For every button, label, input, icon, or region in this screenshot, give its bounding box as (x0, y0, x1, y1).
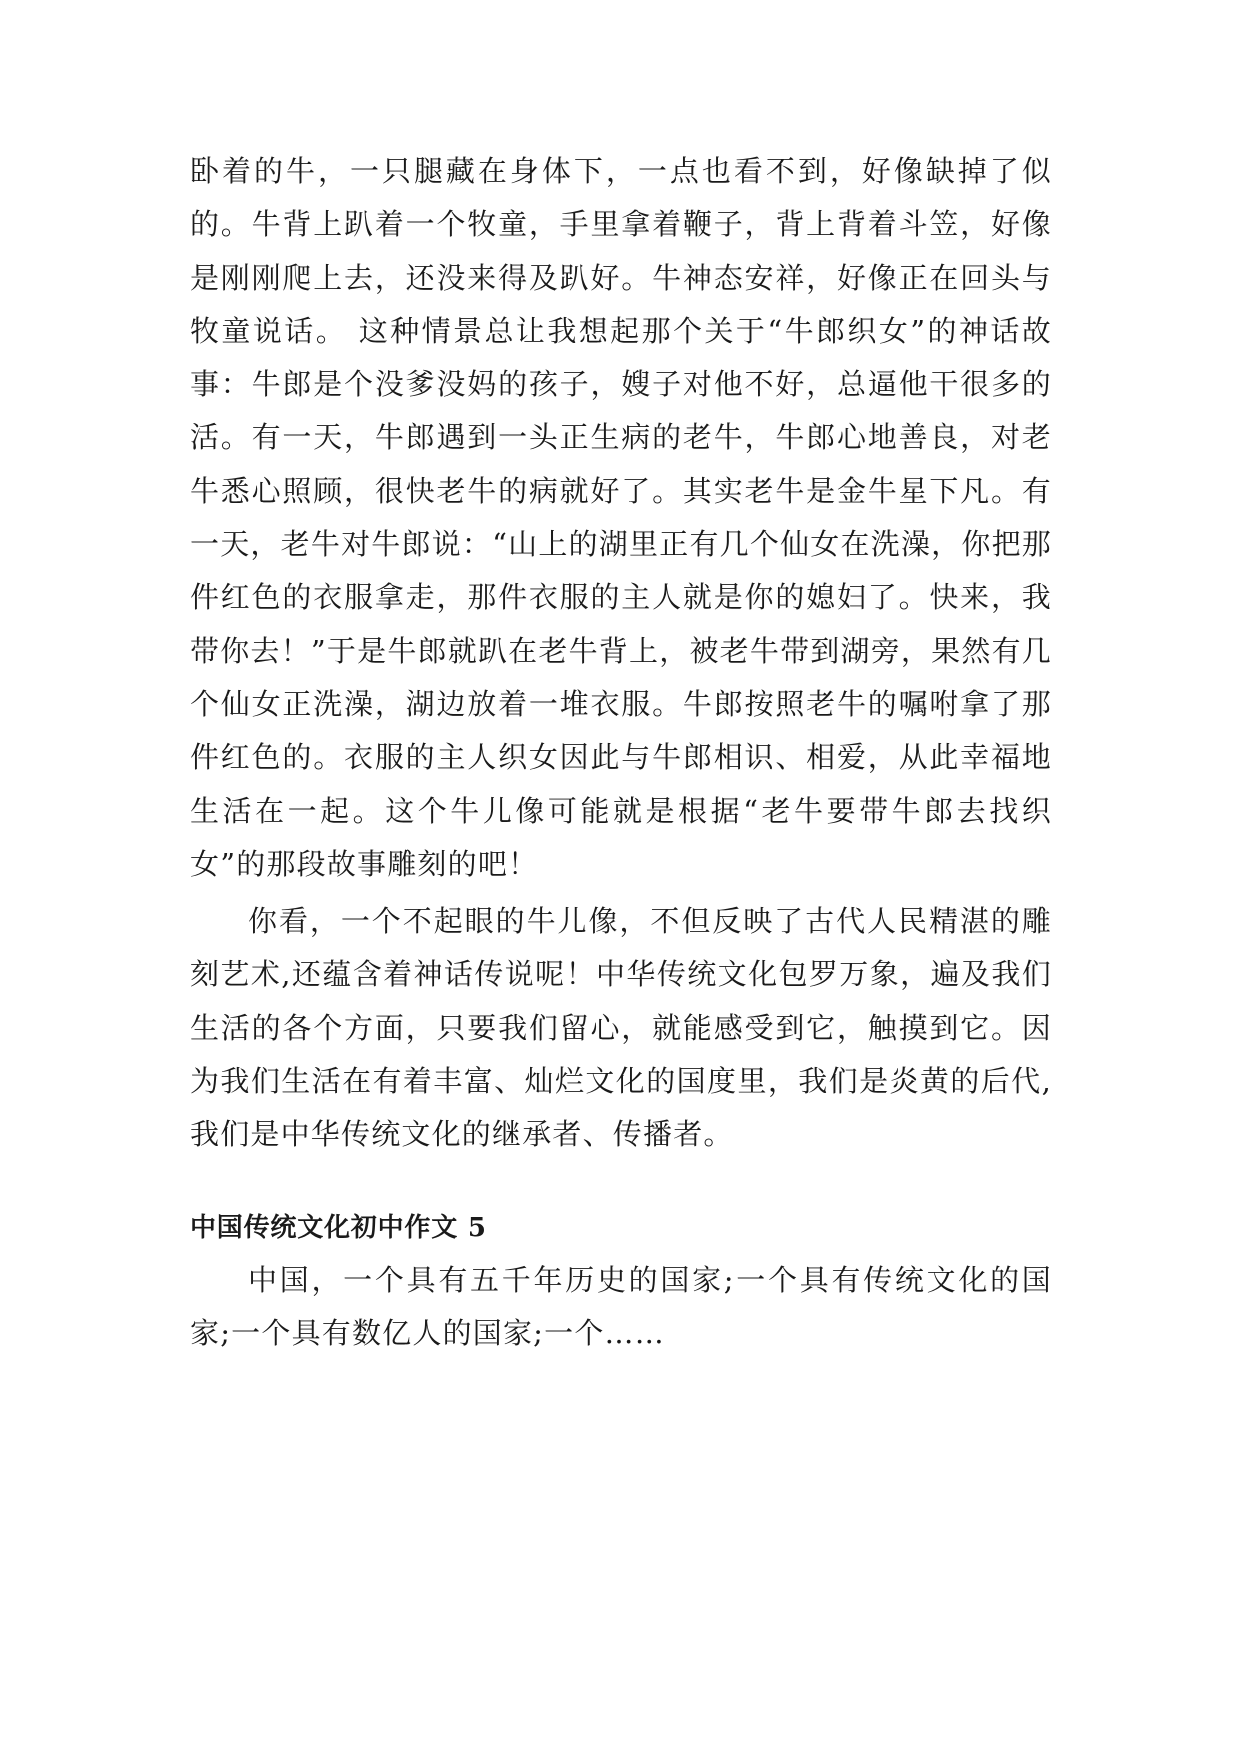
paragraph-ox-legend: 卧着的牛，一只腿藏在身体下，一点也看不到，好像缺掉了似的。牛背上趴着一个牧童，手里拿着鞭子，背上背着斗笠，好像是刚刚爬上去，还没来得及趴好。牛神态安祥，好像正在回头与牧童说话。 这种情景总让我想起那个关于“牛郎织女”的神话故事：牛郎是个没爹没妈的孩子，嫂子对他不好，总逼他干很多的活。有一天，牛郎遇到一头正生病的老牛，牛郎心地善良，对老牛悉心照顾，很快老牛的病就好了。其实老牛是金牛星下凡。有一天，老牛对牛郎说：“山上的湖里正有几个仙女在洗澡，你把那件红色的衣服拿走，那件衣服的主人就是你的媳妇了。快来，我带你去！”于是牛郎就趴在老牛背上，被老牛带到湖旁，果然有几个仙女正洗澡，湖边放着一堆衣服。牛郎按照老牛的嘱咐拿了那件红色的。衣服的主人织女因此与牛郎相识、相爱，从此幸福地生活在一起。这个牛儿像可能就是根据“老牛要带牛郎去找织女”的那段故事雕刻的吧！ (190, 154, 1052, 881)
document-body (190, 145, 1052, 1360)
paragraph-conclusion: 你看，一个不起眼的牛儿像，不但反映了古代人民精湛的雕刻艺术,还蕴含着神话传说呢！中华传统文化包罗万象，遍及我们生活的各个方面，只要我们留心，就能感受到它，触摸到它。因为我们生活在有着丰富、灿烂文化的国度里，我们是炎黄的后代,我们是中华传统文化的继承者、传播者。 (190, 904, 1052, 1152)
paragraph-essay-5-intro: 中国，一个具有五千年历史的国家;一个具有传统文化的国家;一个具有数亿人的国家;一个…… (190, 1262, 1052, 1350)
essay-heading: 中国传统文化初中作文 5 (190, 1212, 487, 1243)
